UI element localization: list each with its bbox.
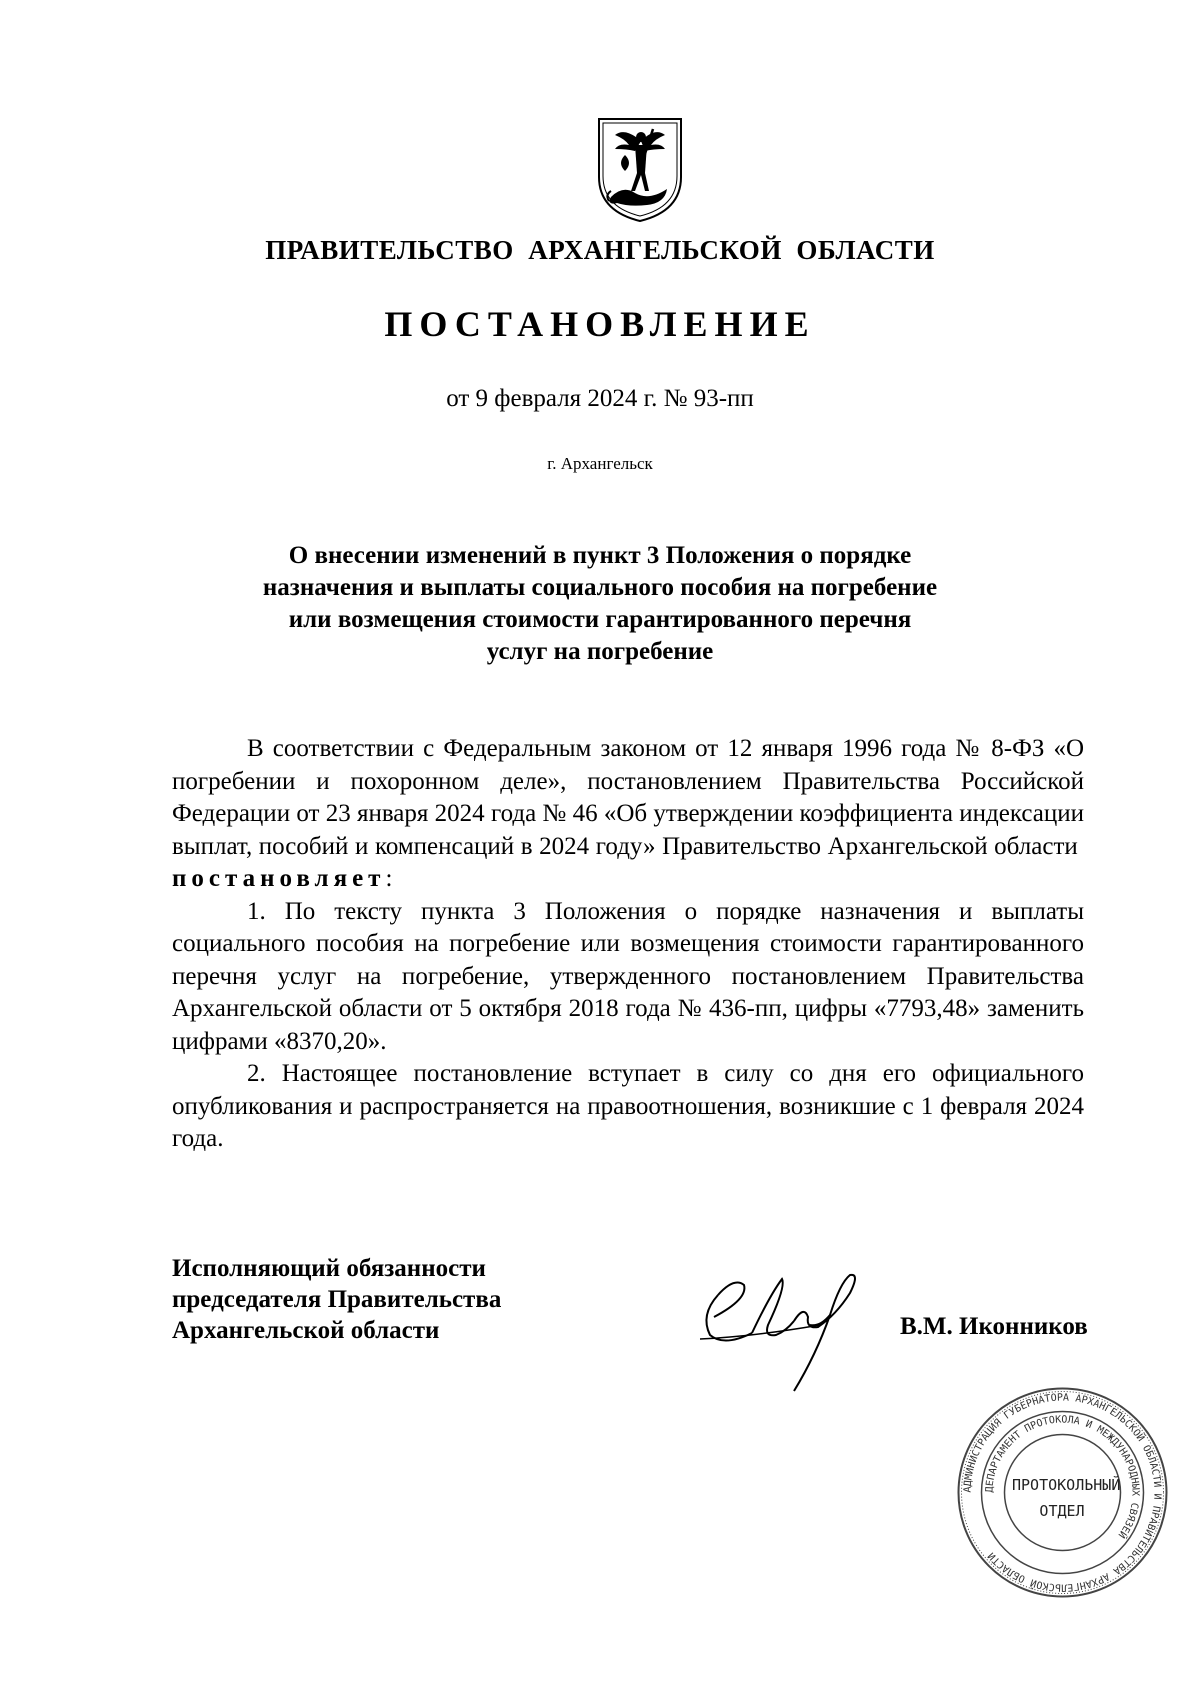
document-subject [200, 540, 1000, 668]
resolves-colon: : [385, 865, 393, 892]
document-type: ПОСТАНОВЛЕНИЕ [384, 304, 816, 344]
stamp-center-line: ОТДЕЛ [1039, 1502, 1085, 1520]
position-line: Архангельской области [172, 1317, 440, 1344]
subject-line: О внесении изменений в пункт 3 Положения о порядке [288, 542, 912, 569]
subject-line: услуг на погребение [486, 638, 714, 665]
government-title: ПРАВИТЕЛЬСТВО АРХАНГЕЛЬСКОЙ ОБЛАСТИ [265, 235, 935, 265]
handwritten-signature-icon [690, 1255, 900, 1400]
preamble-paragraph [172, 733, 1084, 896]
item-2-paragraph: 2. Настоящее постановление вступает в силу со дня его официального опубликования и распространяется на правоотношения, возникшие с 1 февраля 2024 года. [172, 1060, 1084, 1152]
preamble-text: В соответствии с Федеральным законом от 12 января 1996 года № 8-ФЗ «О погребении и похоронном деле», постановлением Правительства Российской Федерации от 23 января 2024 года № 46 «Об утверждении коэффициента индексации выплат, пособий и компенсаций в 2024 году» Правительство Архангельской области [172, 735, 1084, 860]
stamp-outer-text: АДМИНИСТРАЦИЯ ГУБЕРНАТОРА АРХАНГЕЛЬСКОЙ ОБЛАСТИ И ПРАВИТЕЛЬСТВА АРХАНГЕЛЬСКОЙ ОБЛАСТИ [962, 1392, 1163, 1593]
subject-line: назначения и выплаты социального пособия на погребение [262, 574, 938, 601]
subject-line: или возмещения стоимости гарантированного перечня [288, 606, 912, 633]
position-line: Исполняющий обязанности [172, 1255, 486, 1282]
signatory-position [172, 1253, 501, 1346]
item-1-paragraph: 1. По тексту пункта 3 Положения о порядке назначения и выплаты социального пособия на погребение или возмещения стоимости гарантированного перечня услуг на погребение, утвержденного постановлением Правительства Архангельской области от 5 октября 2018 года № 436-пп, цифры «7793,48» заменить цифрами «8370,20». [172, 897, 1084, 1055]
position-line: председателя Правительства [172, 1286, 502, 1313]
document-date-number: от 9 февраля 2024 г. № 93-пп [446, 385, 754, 412]
resolves-word: постановляет [172, 865, 386, 892]
stamp-middle-text: ДЕПАРТАМЕНТ ПРОТОКОЛА И МЕЖДУНАРОДНЫХ СВЯЗЕЙ [984, 1414, 1141, 1540]
document-city: г. Архангельск [547, 454, 653, 473]
stamp-center-line: ПРОТОКОЛЬНЫЙ [1012, 1476, 1121, 1494]
stamp-center-text [1012, 1472, 1121, 1524]
signer-name: В.М. Иконников [900, 1313, 1088, 1340]
coat-of-arms-icon [595, 115, 685, 225]
document-body [172, 733, 1084, 1156]
